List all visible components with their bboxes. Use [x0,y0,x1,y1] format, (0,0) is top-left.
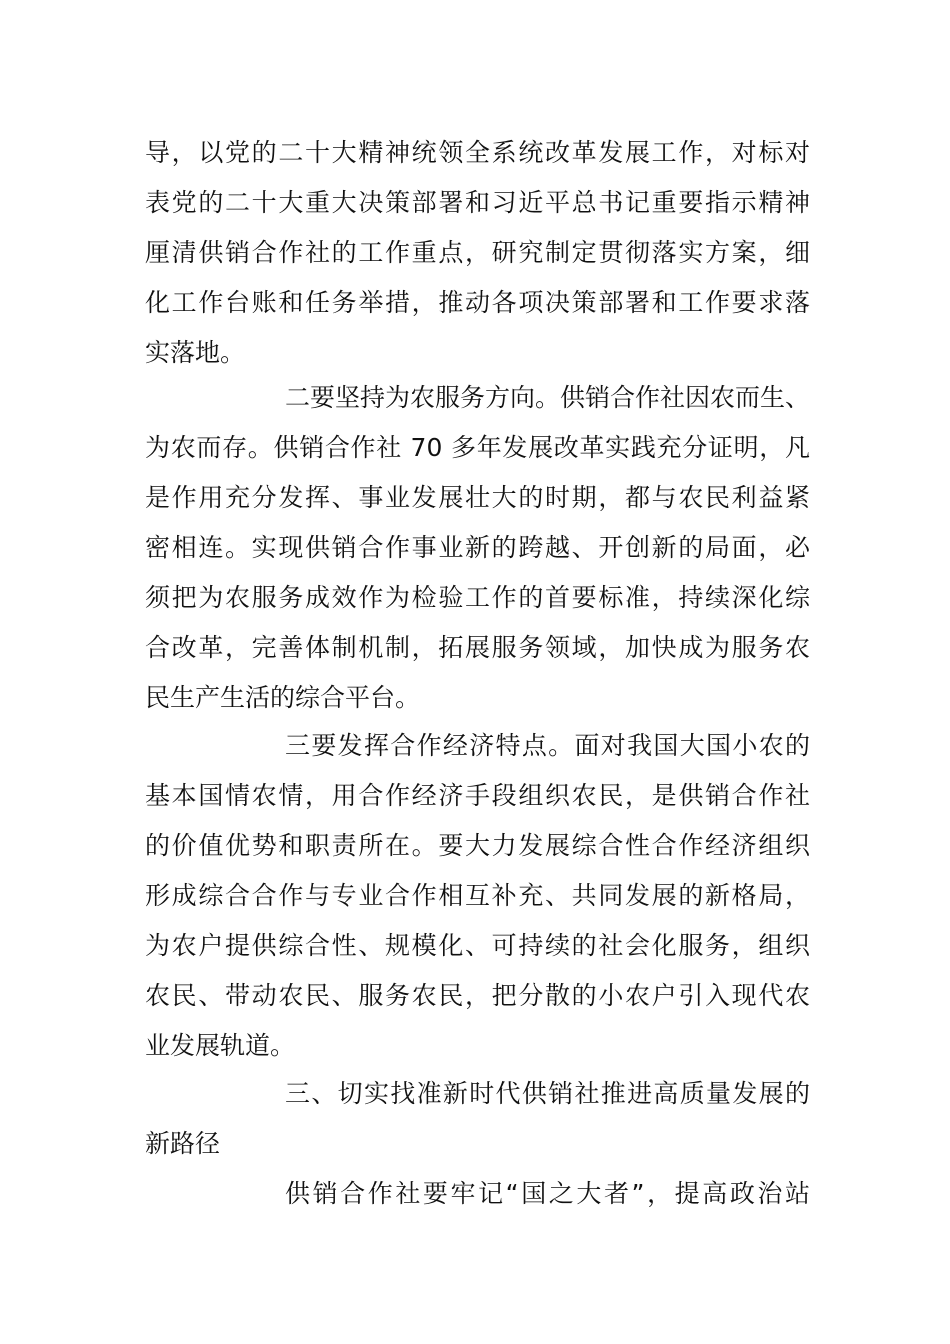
text-line: 厘清供销合作社的工作重点，研究制定贯彻落实方案，细 [145,238,810,267]
text-line: 业发展轨道。 [145,1031,296,1060]
text-line: 民生产生活的综合平台。 [145,683,421,712]
text-line: 合改革，完善体制机制，拓展服务领域，加快成为服务农 [145,633,810,662]
text-line: 表党的二十大重大决策部署和习近平总书记重要指示精神 [145,188,810,217]
text-line: 的价值优势和职责所在。要大力发展综合性合作经济组织 [145,831,810,860]
text-line: 是作用充分发挥、事业发展壮大的时期，都与农民利益紧 [145,483,810,512]
text-line: 为农户提供综合性、规模化、可持续的社会化服务，组织 [145,931,810,960]
text-line: 化工作台账和任务举措，推动各项决策部署和工作要求落 [145,288,810,317]
text-line: 密相连。实现供销合作事业新的跨越、开创新的局面，必 [145,533,810,562]
text-line: 导，以党的二十大精神统领全系统改革发展工作，对标对 [145,138,810,167]
text-line: 为农而存。供销合作社 70 多年发展改革实践充分证明，凡 [145,433,810,462]
section-heading-line: 新路径 [145,1129,221,1158]
paragraph-heading-line: 三要发挥合作经济特点。面对我国大国小农的 [285,731,810,760]
text-line: 农民、带动农民、服务农民，把分散的小农户引入现代农 [145,981,810,1010]
section-heading-line: 三、切实找准新时代供销社推进高质量发展的 [285,1079,810,1108]
text-line: 形成综合合作与专业合作相互补充、共同发展的新格局， [145,881,810,910]
text-line: 供销合作社要牢记“国之大者”，提高政治站 [285,1179,810,1208]
text-line: 须把为农服务成效作为检验工作的首要标准，持续深化综 [145,583,810,612]
text-line: 实落地。 [145,338,246,367]
paragraph-heading-line: 二要坚持为农服务方向。供销合作社因农而生、 [285,383,811,412]
text-line: 基本国情农情，用合作经济手段组织农民，是供销合作社 [145,781,810,810]
